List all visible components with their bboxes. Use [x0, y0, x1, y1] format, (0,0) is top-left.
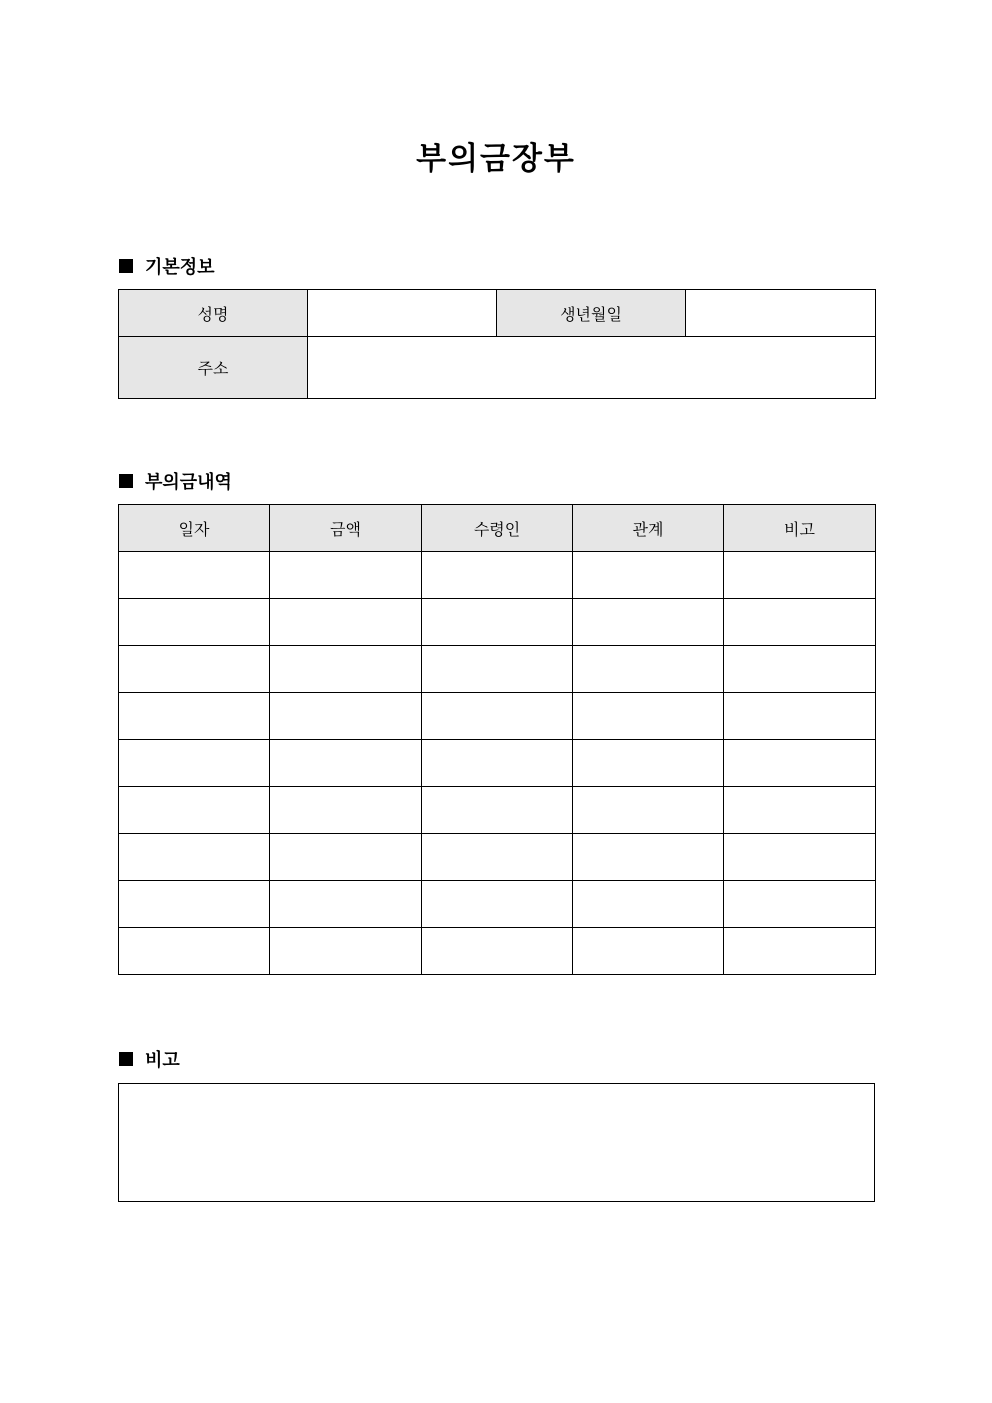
relation-cell[interactable]	[573, 599, 724, 646]
date-cell[interactable]	[119, 693, 270, 740]
amount-cell[interactable]	[270, 881, 422, 928]
amount-cell[interactable]	[270, 834, 422, 881]
remarks-cell[interactable]	[724, 646, 876, 693]
remarks-cell[interactable]	[724, 881, 876, 928]
square-bullet-icon	[119, 259, 133, 273]
page-title: 부의금장부	[416, 141, 576, 177]
section-heading-basic-info	[119, 253, 215, 279]
square-bullet-icon	[119, 1052, 133, 1066]
table-row	[119, 787, 876, 834]
recipient-cell[interactable]	[422, 787, 573, 834]
amount-cell[interactable]	[270, 740, 422, 787]
date-cell[interactable]	[119, 740, 270, 787]
table-row	[119, 740, 876, 787]
date-cell[interactable]	[119, 834, 270, 881]
relation-cell[interactable]	[573, 693, 724, 740]
table-row	[119, 693, 876, 740]
recipient-cell[interactable]	[422, 928, 573, 975]
remarks-cell[interactable]	[724, 834, 876, 881]
column-header-remarks: 비고	[724, 505, 876, 552]
date-cell[interactable]	[119, 646, 270, 693]
relation-cell[interactable]	[573, 881, 724, 928]
birth-date-label: 생년월일	[497, 290, 686, 337]
address-label: 주소	[119, 337, 308, 399]
recipient-cell[interactable]	[422, 834, 573, 881]
birth-date-field[interactable]	[686, 290, 876, 337]
amount-cell[interactable]	[270, 928, 422, 975]
address-field[interactable]	[308, 337, 876, 399]
section-heading-label: 기본정보	[145, 257, 215, 278]
date-cell[interactable]	[119, 787, 270, 834]
name-field[interactable]	[308, 290, 497, 337]
relation-cell[interactable]	[573, 928, 724, 975]
remarks-cell[interactable]	[724, 693, 876, 740]
remarks-cell[interactable]	[724, 740, 876, 787]
remarks-cell[interactable]	[724, 552, 876, 599]
recipient-cell[interactable]	[422, 881, 573, 928]
relation-cell[interactable]	[573, 787, 724, 834]
section-heading-remarks	[119, 1046, 180, 1072]
recipient-cell[interactable]	[422, 599, 573, 646]
recipient-cell[interactable]	[422, 646, 573, 693]
relation-cell[interactable]	[573, 834, 724, 881]
section-heading-condolence-list	[119, 468, 232, 494]
column-header-date: 일자	[119, 505, 270, 552]
table-row	[119, 881, 876, 928]
amount-cell[interactable]	[270, 599, 422, 646]
relation-cell[interactable]	[573, 646, 724, 693]
remarks-cell[interactable]	[724, 599, 876, 646]
table-row	[119, 552, 876, 599]
column-header-relation: 관계	[573, 505, 724, 552]
remarks-box[interactable]	[118, 1083, 875, 1202]
column-header-recipient: 수령인	[422, 505, 573, 552]
recipient-cell[interactable]	[422, 552, 573, 599]
date-cell[interactable]	[119, 881, 270, 928]
remarks-cell[interactable]	[724, 928, 876, 975]
basic-info-table	[118, 289, 876, 399]
amount-cell[interactable]	[270, 552, 422, 599]
column-header-amount: 금액	[270, 505, 422, 552]
amount-cell[interactable]	[270, 646, 422, 693]
date-cell[interactable]	[119, 552, 270, 599]
date-cell[interactable]	[119, 599, 270, 646]
section-heading-label: 부의금내역	[145, 472, 232, 493]
date-cell[interactable]	[119, 928, 270, 975]
square-bullet-icon	[119, 474, 133, 488]
remarks-cell[interactable]	[724, 787, 876, 834]
amount-cell[interactable]	[270, 787, 422, 834]
table-row	[119, 599, 876, 646]
table-row	[119, 834, 876, 881]
relation-cell[interactable]	[573, 740, 724, 787]
name-label: 성명	[119, 290, 308, 337]
recipient-cell[interactable]	[422, 740, 573, 787]
table-row	[119, 928, 876, 975]
amount-cell[interactable]	[270, 693, 422, 740]
condolence-ledger-table	[118, 504, 876, 975]
table-row	[119, 646, 876, 693]
relation-cell[interactable]	[573, 552, 724, 599]
recipient-cell[interactable]	[422, 693, 573, 740]
section-heading-label: 비고	[145, 1050, 180, 1071]
